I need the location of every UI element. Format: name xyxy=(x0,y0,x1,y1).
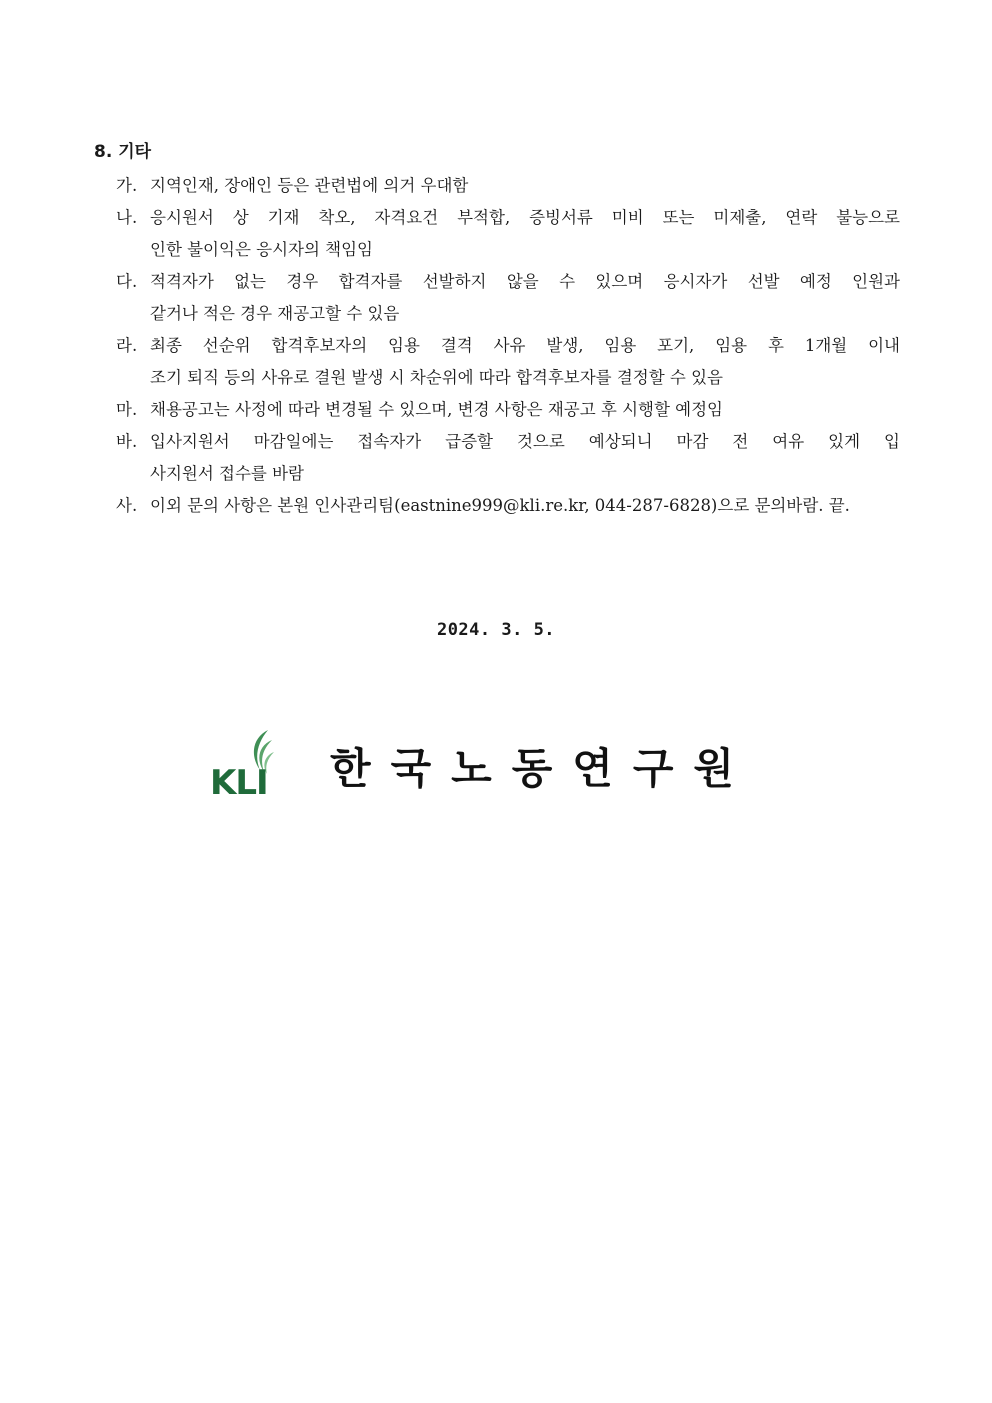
item-text xyxy=(150,490,900,522)
item-marker: 마. xyxy=(116,400,138,419)
organization-name: 한국노동연구원 xyxy=(330,744,755,793)
item-line: 이외 문의 사항은 본원 인사관리팀(eastnine999@kli.re.kr, 044-287-6828)으로 문의바람. 끝. xyxy=(150,496,850,515)
item-line: 입사지원서 마감일에는 접속자가 급증할 것으로 예상되니 마감 전 여유 있게 입 xyxy=(150,432,900,451)
item-text xyxy=(150,426,900,490)
item-line: 최종 선순위 합격후보자의 임용 결격 사유 발생, 임용 포기, 임용 후 1개월 이내 xyxy=(150,336,900,355)
list-item xyxy=(94,426,900,490)
notice-section xyxy=(94,138,900,522)
item-line: 적격자가 없는 경우 합격자를 선발하지 않을 수 있으며 응시자가 선발 예정 인원과 xyxy=(150,272,900,291)
item-text xyxy=(150,330,900,394)
kli-logo-graphic xyxy=(210,726,300,798)
item-line: 사지원서 접수를 바람 xyxy=(150,464,304,483)
item-marker: 다. xyxy=(116,272,138,291)
item-line: 같거나 적은 경우 재공고할 수 있음 xyxy=(150,304,400,323)
document-date: 2024. 3. 5. xyxy=(436,620,556,640)
item-line: 응시원서 상 기재 착오, 자격요건 부적합, 증빙서류 미비 또는 미제출, 연락 불능으로 xyxy=(150,208,900,227)
organization-signature xyxy=(210,718,754,798)
item-line: 인한 불이익은 응시자의 책임임 xyxy=(150,240,373,259)
list-item xyxy=(94,266,900,330)
section-heading: 8. 기타 xyxy=(94,142,152,162)
list-item xyxy=(94,394,900,426)
item-text xyxy=(150,202,900,266)
item-marker: 라. xyxy=(116,336,138,355)
item-text xyxy=(150,170,900,202)
list-item xyxy=(94,202,900,266)
item-text xyxy=(150,394,900,426)
logo-text: KLI xyxy=(210,763,268,798)
item-marker: 가. xyxy=(116,176,138,195)
item-marker: 나. xyxy=(116,208,138,227)
item-list xyxy=(94,170,900,522)
item-line: 채용공고는 사정에 따라 변경될 수 있으며, 변경 사항은 재공고 후 시행할 예정임 xyxy=(150,400,723,419)
item-line: 지역인재, 장애인 등은 관련법에 의거 우대함 xyxy=(150,176,469,195)
item-marker: 바. xyxy=(116,432,138,451)
item-text xyxy=(150,266,900,330)
item-marker: 사. xyxy=(116,496,138,515)
item-line: 조기 퇴직 등의 사유로 결원 발생 시 차순위에 따라 합격후보자를 결정할 수 있음 xyxy=(150,368,723,387)
list-item xyxy=(94,490,900,522)
kli-logo xyxy=(210,726,300,798)
list-item xyxy=(94,330,900,394)
list-item xyxy=(94,170,900,202)
